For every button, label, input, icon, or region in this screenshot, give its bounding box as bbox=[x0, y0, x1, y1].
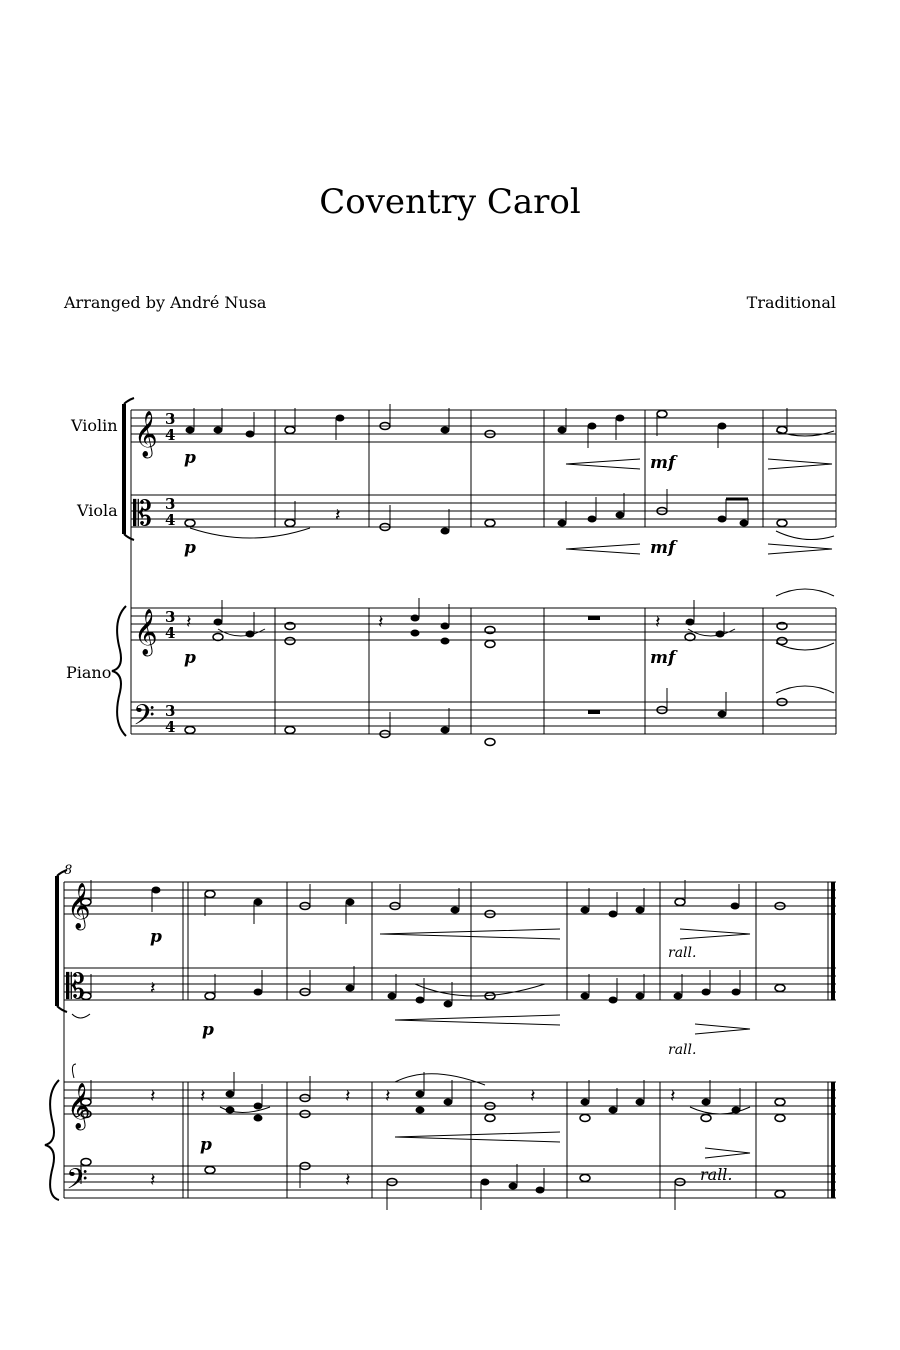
bass-clef-icon: 𝄢 bbox=[133, 699, 155, 739]
time-signature-top: 3 bbox=[165, 608, 176, 626]
svg-text:𝄽: 𝄽 bbox=[200, 1086, 206, 1107]
svg-text:𝄽: 𝄽 bbox=[150, 978, 156, 999]
bass-clef-icon: 𝄢 bbox=[66, 1163, 88, 1203]
time-signature-bottom: 4 bbox=[165, 426, 176, 444]
piano-treble-staff-2 bbox=[64, 1082, 836, 1114]
dynamic-marking: p bbox=[150, 927, 162, 947]
svg-text:𝄽: 𝄽 bbox=[385, 1086, 391, 1107]
dynamic-marking: mf bbox=[650, 538, 676, 558]
alto-clef-icon: 𝄡 bbox=[66, 967, 85, 1007]
time-signature-top: 3 bbox=[165, 495, 176, 513]
svg-text:𝄽: 𝄽 bbox=[345, 1086, 351, 1107]
measure-number: 8 bbox=[64, 863, 73, 878]
treble-clef-icon: 𝄞 bbox=[134, 411, 158, 457]
arranger-credit: Arranged by André Nusa bbox=[64, 293, 267, 312]
dynamic-marking: p bbox=[202, 1020, 214, 1040]
piano-label: Piano bbox=[66, 663, 112, 682]
tempo-marking: rall. bbox=[668, 945, 697, 961]
piano-treble-staff bbox=[131, 608, 836, 640]
time-signature-bottom: 4 bbox=[165, 511, 176, 529]
tempo-marking: rall. bbox=[700, 1165, 733, 1184]
dynamic-marking: p bbox=[184, 648, 196, 668]
time-signature-bottom: 4 bbox=[165, 718, 176, 736]
dynamic-marking: p bbox=[200, 1135, 212, 1155]
dynamic-marking: mf bbox=[650, 648, 676, 668]
composer-credit: Traditional bbox=[746, 293, 836, 312]
dynamic-marking: p bbox=[184, 538, 196, 558]
violin-label: Violin bbox=[71, 416, 118, 435]
page-title: Coventry Carol bbox=[319, 182, 581, 222]
treble-clef-icon: 𝄞 bbox=[67, 883, 91, 929]
alto-clef-icon: 𝄡 bbox=[133, 494, 152, 534]
svg-text:𝄽: 𝄽 bbox=[655, 612, 661, 633]
time-signature-top: 3 bbox=[165, 702, 176, 720]
time-signature-bottom: 4 bbox=[165, 624, 176, 642]
dynamic-marking: mf bbox=[650, 453, 676, 473]
svg-text:𝄽: 𝄽 bbox=[530, 1086, 536, 1107]
svg-text:𝄽: 𝄽 bbox=[150, 1086, 156, 1107]
violin-staff bbox=[131, 410, 836, 442]
time-signature-top: 3 bbox=[165, 410, 176, 428]
barlines-system-1 bbox=[275, 410, 836, 734]
treble-clef-icon: 𝄞 bbox=[67, 1083, 91, 1129]
viola-label: Viola bbox=[77, 501, 118, 520]
svg-text:𝄽: 𝄽 bbox=[150, 1170, 156, 1191]
svg-text:𝄽: 𝄽 bbox=[345, 1170, 351, 1191]
svg-text:𝄽: 𝄽 bbox=[378, 612, 384, 633]
dynamic-marking: p bbox=[184, 448, 196, 468]
svg-text:𝄽: 𝄽 bbox=[335, 505, 341, 526]
treble-clef-icon: 𝄞 bbox=[134, 609, 158, 655]
tempo-marking: rall. bbox=[668, 1042, 697, 1058]
violin-staff-2 bbox=[64, 882, 836, 914]
svg-text:𝄽: 𝄽 bbox=[670, 1086, 676, 1107]
svg-text:𝄽: 𝄽 bbox=[186, 612, 192, 633]
piano-bass-staff bbox=[131, 702, 836, 734]
viola-staff-2 bbox=[64, 968, 836, 1000]
